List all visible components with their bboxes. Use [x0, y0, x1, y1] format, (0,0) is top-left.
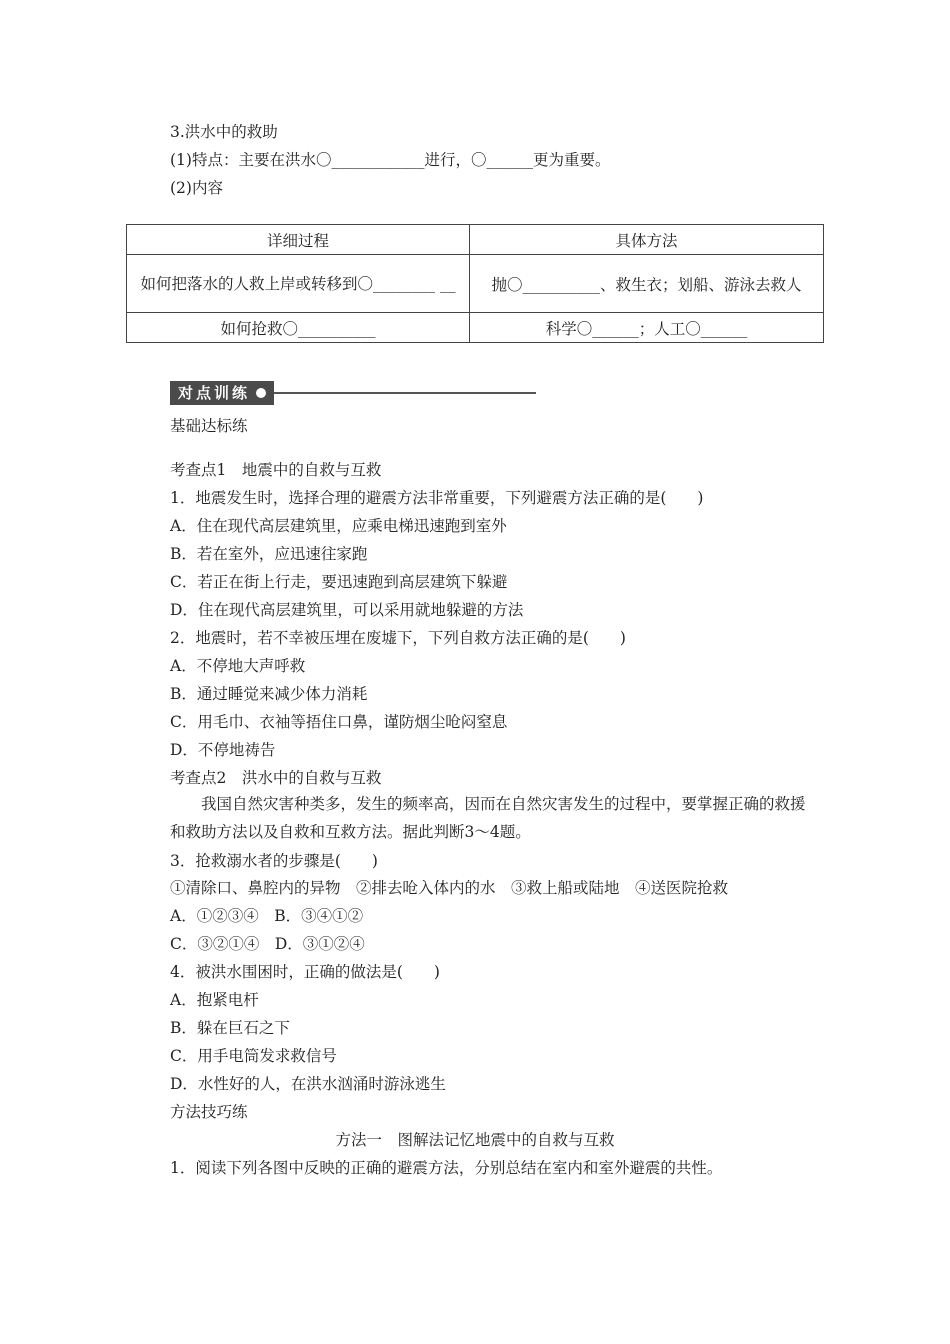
table-cell: 如何把落水的人救上岸或转移到〇________ __ — [127, 255, 470, 313]
table-cell: 抛〇__________、救生衣；划船、游泳去救人 — [470, 255, 824, 313]
option: C．若正在街上行走，要迅速跑到高层建筑下躲避 — [170, 573, 508, 591]
table-cell: 如何抢救〇__________ — [127, 313, 470, 343]
table-header-cell: 具体方法 — [470, 225, 824, 255]
table-row — [127, 313, 824, 343]
step-list: ①清除口、鼻腔内的异物 ②排去呛入体内的水 ③救上船或陆地 ④送医院抢救 — [170, 879, 729, 897]
basic-practice-heading: 基础达标练 — [170, 417, 248, 435]
intro-paragraph: 我国自然灾害种类多，发生的频率高，因而在自然灾害发生的过程中，要掌握正确的救援和救助方法以及自救和互救方法。据此判断3～4题。 — [170, 795, 806, 841]
option: A．抱紧电杆 — [170, 991, 259, 1009]
option: D．住在现代高层建筑里，可以采用就地躲避的方法 — [170, 601, 524, 619]
table-cell: 科学〇______；人工〇______ — [470, 313, 824, 343]
option: A．住在现代高层建筑里，应乘电梯迅速跑到室外 — [170, 517, 507, 535]
question: 2．地震时，若不幸被压埋在废墟下，下列自救方法正确的是( ) — [170, 629, 626, 647]
option: B．躲在巨石之下 — [170, 1019, 290, 1037]
question: 1．阅读下列各图中反映的正确的避震方法，分别总结在室内和室外避震的共性。 — [170, 1159, 723, 1177]
option: C．③②①④ D．③①②④ — [170, 935, 365, 953]
section-title: 3.洪水中的救助 — [170, 123, 278, 141]
topic-heading: 考查点1 地震中的自救与互救 — [170, 461, 382, 479]
table-header-row — [127, 225, 824, 255]
option: A．①②③④ B．③④①② — [170, 907, 364, 925]
topic-heading: 考查点2 洪水中的自救与互救 — [170, 769, 382, 787]
bullet-icon — [256, 388, 266, 398]
question: 1．地震发生时，选择合理的避震方法非常重要，下列避震方法正确的是( ) — [170, 489, 704, 507]
option: A．不停地大声呼救 — [170, 657, 306, 675]
banner-divider — [274, 392, 536, 394]
option: B．若在室外，应迅速往家跑 — [170, 545, 368, 563]
section-content-label: (2)内容 — [170, 179, 223, 197]
question: 3．抢救溺水者的步骤是( ) — [170, 852, 378, 870]
rescue-table — [126, 224, 824, 343]
option: C．用手电筒发求救信号 — [170, 1047, 337, 1065]
option: D．不停地祷告 — [170, 741, 276, 759]
banner-label: 对点训练 — [178, 384, 251, 402]
question: 4．被洪水围困时，正确的做法是( ) — [170, 963, 440, 981]
option: B．通过睡觉来减少体力消耗 — [170, 685, 368, 703]
method-title: 方法一 图解法记忆地震中的自救与互救 — [335, 1131, 615, 1149]
table-header-cell: 详细过程 — [127, 225, 470, 255]
option: C．用毛巾、衣袖等捂住口鼻，谨防烟尘呛闷窒息 — [170, 713, 508, 731]
section-feature: (1)特点：主要在洪水〇____________进行，〇______更为重要。 — [170, 151, 611, 169]
practice-banner — [170, 381, 536, 405]
table-row — [127, 255, 824, 313]
banner-label-box — [170, 381, 274, 405]
method-practice-heading: 方法技巧练 — [170, 1103, 248, 1121]
option: D．水性好的人，在洪水汹涌时游泳逃生 — [170, 1075, 446, 1093]
